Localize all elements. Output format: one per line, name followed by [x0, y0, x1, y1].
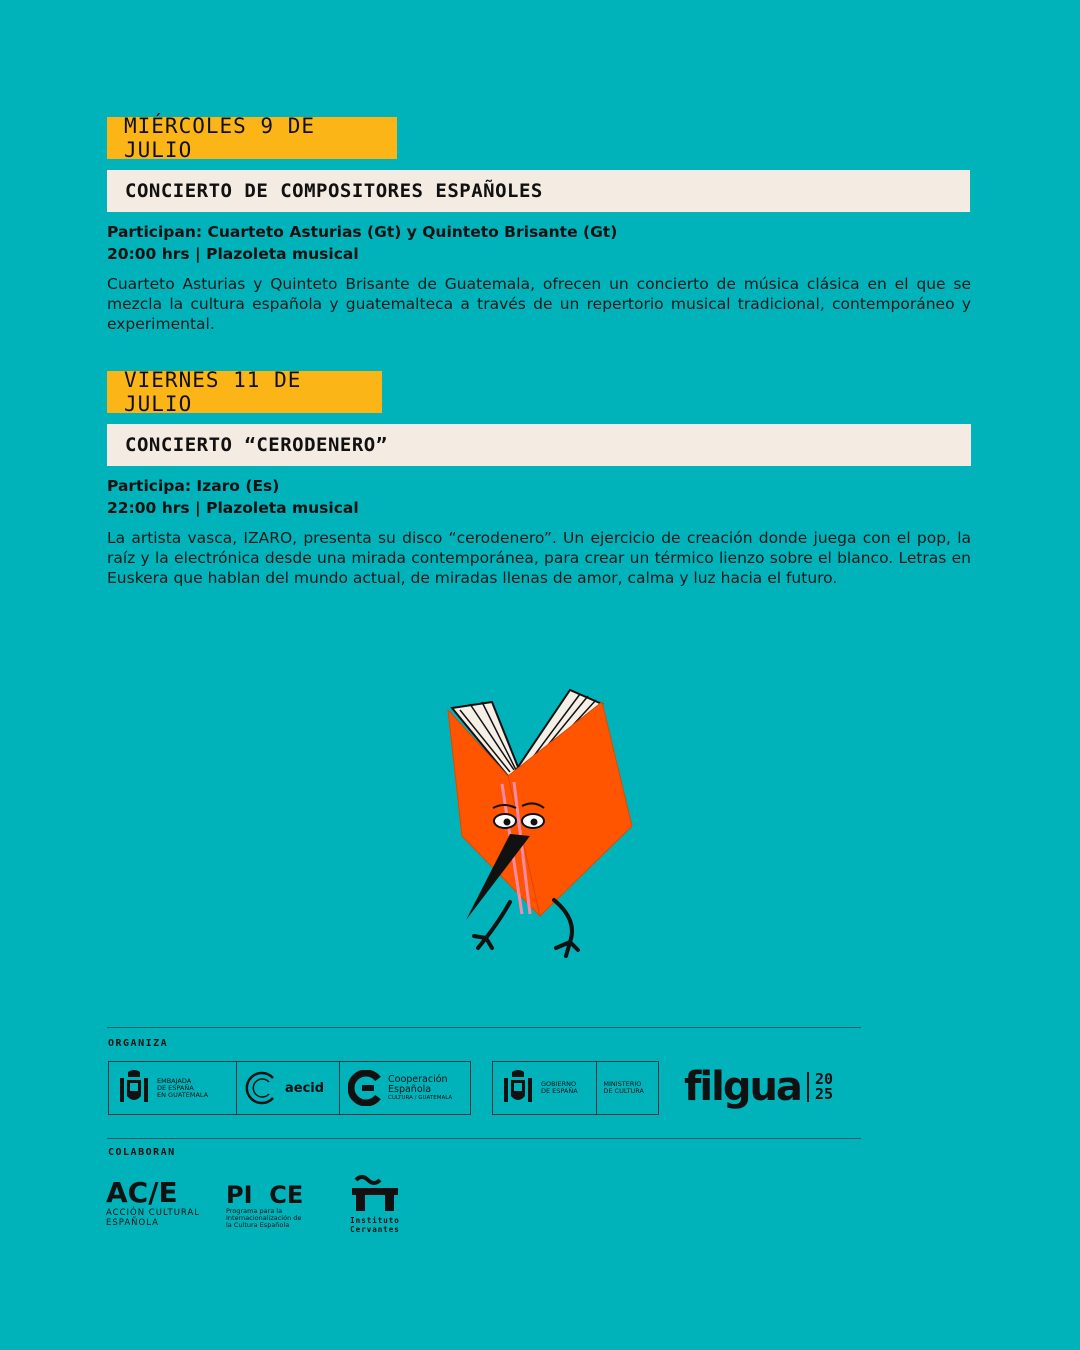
cooperacion-logo — [339, 1062, 470, 1114]
coat-of-arms-icon — [501, 1068, 535, 1108]
embajada-text: EMBAJADA DE ESPAÑA EN GUATEMALA — [157, 1076, 209, 1099]
organiza-label: ORGANIZA — [108, 1038, 169, 1049]
instituto-cervantes-logo: Instituto Cervantes — [348, 1174, 402, 1234]
event-2-title: CONCIERTO “CERODENERO” — [107, 424, 971, 466]
coat-of-arms-icon — [117, 1068, 151, 1108]
cooperacion-text: Cooperación Española CULTURA / GUATEMALA — [388, 1073, 453, 1101]
organiza-divider — [107, 1027, 861, 1028]
walking-book-illustration — [430, 680, 650, 980]
event-2-participants: Participa: Izaro (Es) — [107, 477, 280, 495]
gobierno-text: GOBIERNO DE ESPAÑA — [541, 1080, 578, 1095]
embajada-logo — [109, 1062, 236, 1114]
gobierno-logo — [493, 1062, 596, 1114]
ace-logo: AC/E ACCIÓN CULTURAL ESPAÑOLA — [106, 1176, 201, 1228]
event-1-participants: Participan: Cuarteto Asturias (Gt) y Quinteto Brisante (Gt) — [107, 223, 618, 241]
aecid-icon — [245, 1070, 279, 1106]
pice-logo: PI CE Programa para la Internacionalización de la Cultura Española — [226, 1181, 304, 1229]
event-1-date: MIÉRCOLES 9 DE JULIO — [107, 117, 397, 159]
aecid-logo: aecid — [236, 1062, 339, 1114]
event-1-description: Cuarteto Asturias y Quinteto Brisante de Guatemala, ofrecen un concierto de música clásica en el que se mezcla la cultura española y guatemalteca a través de un repertorio musical tradicional, contemporáneo y experimental. — [107, 275, 971, 333]
ministerio-logo: MINISTERIO DE CULTURA — [596, 1062, 658, 1114]
filgua-wordmark: filgua — [684, 1064, 801, 1110]
filgua-logo — [684, 1064, 833, 1110]
cervantes-icon — [348, 1174, 402, 1212]
colaboran-divider — [107, 1138, 861, 1139]
event-2-date: VIERNES 11 DE JULIO — [107, 371, 382, 413]
event-1-title: CONCIERTO DE COMPOSITORES ESPAÑOLES — [107, 170, 970, 212]
event-2-meta — [107, 475, 971, 519]
colaboran-label: COLABORAN — [108, 1147, 176, 1158]
event-1-time-place: 20:00 hrs | Plazoleta musical — [107, 245, 359, 263]
cooperacion-icon — [348, 1070, 382, 1106]
event-2-description: La artista vasca, IZARO, presenta su disco “cerodenero”. Un ejercicio de creación donde juega con el pop, la raíz y la electrónica desde una mirada contemporánea, para crear un térmico lienzo sobre el blanco. Letras en Euskera que hablan del mundo actual, de miradas llenas de amor, calma y luz hacia el futuro. — [107, 529, 971, 587]
organiza-logos-group-1 — [108, 1061, 471, 1115]
event-2-time-place: 22:00 hrs | Plazoleta musical — [107, 499, 359, 517]
event-1-meta — [107, 221, 971, 265]
organiza-logos-group-2 — [492, 1061, 659, 1115]
filgua-year: 20 25 — [814, 1070, 833, 1103]
